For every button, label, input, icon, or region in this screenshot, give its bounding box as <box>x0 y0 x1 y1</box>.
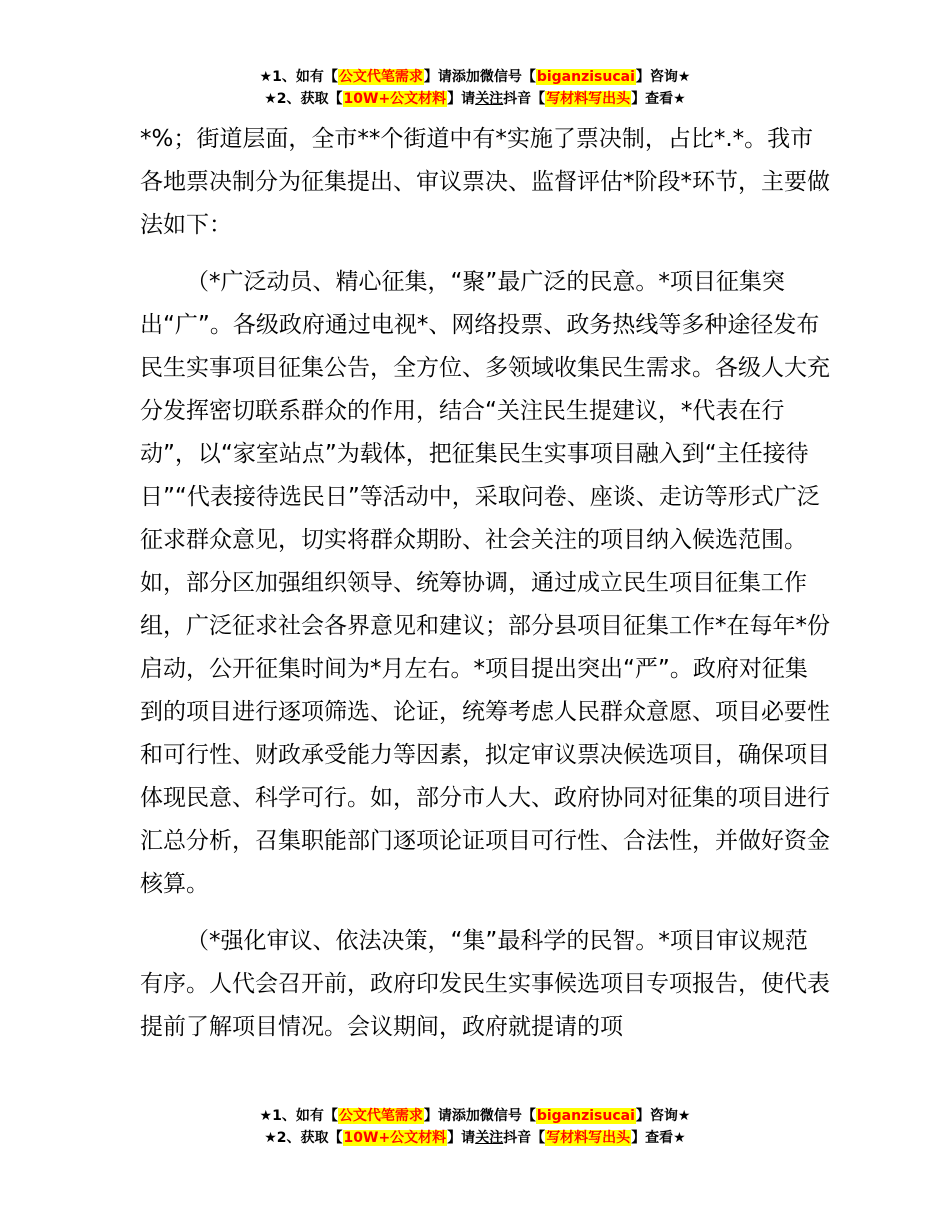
highlight-douyin-account: 写材料写出头 <box>546 91 631 107</box>
emphasis-follow: 关注 <box>475 1130 504 1146</box>
highlight-materials: 10W+公文材料 <box>343 91 447 107</box>
bottom-banner <box>0 1105 950 1149</box>
paragraph-1: *%；街道层面，全市**个街道中有*实施了票决制，占比*.*。我市各地票决制分为征集提出、审议票决、监督评估*阶段*环节，主要做法如下： <box>140 126 830 238</box>
top-banner <box>0 66 950 110</box>
emphasis-follow: 关注 <box>475 91 504 107</box>
banner-line-1: ★1、如有【公文代笔需求】请添加微信号【biganzisucai】咨询★ <box>259 69 691 85</box>
banner-line-2: ★2、获取【10W+公文材料】请关注抖音【写材料写出头】查看★ <box>264 1130 686 1146</box>
highlight-douyin-account: 写材料写出头 <box>546 1130 631 1146</box>
banner-line-2: ★2、获取【10W+公文材料】请关注抖音【写材料写出头】查看★ <box>264 91 686 107</box>
paragraph-3: （*强化审议、依法决策，“集”最科学的民智。*项目审议规范有序。人代会召开前，政府印发民生实事候选项目专项报告，使代表提前了解项目情况。会议期间，政府就提请的项 <box>140 928 830 1040</box>
highlight-writing-service: 公文代笔需求 <box>338 69 423 85</box>
highlight-wechat-id: biganzisucai <box>536 69 635 85</box>
emphasis-add: 添加 <box>451 69 480 85</box>
highlight-writing-service: 公文代笔需求 <box>338 1108 423 1124</box>
highlight-materials: 10W+公文材料 <box>343 1130 447 1146</box>
emphasis-add: 添加 <box>451 1108 480 1124</box>
highlight-wechat-id: biganzisucai <box>536 1108 635 1124</box>
banner-line-1: ★1、如有【公文代笔需求】请添加微信号【biganzisucai】咨询★ <box>259 1108 691 1124</box>
paragraph-2: （*广泛动员、精心征集，“聚”最广泛的民意。*项目征集突出“广”。各级政府通过电视*、网络投票、政务热线等多种途径发布民生实事项目征集公告，全方位、多领域收集民生需求。各级人大充分发挥密切联系群众的作用，结合“关注民生提建议，*代表在行动”，以“家室站点”为载体，把征集民生实事项目融入到“主任接待日”“代表接待选民日”等活动中，采取问卷、座谈、走访等形式广泛征求群众意见，切实将群众期盼、社会关注的项目纳入候选范围。如，部分区加强组织领导、统筹协调，通过成立民生项目征集工作组，广泛征求社会各界意见和建议；部分县项目征集工作*在每年*份启动，公开征集时间为*月左右。*项目提出突出“严”。政府对征集到的项目进行逐项筛选、论证，统筹考虑人民群众意愿、项目必要性和可行性、财政承受能力等因素，拟定审议票决候选项目，确保项目体现民意、科学可行。如，部分市人大、政府协同对征集的项目进行汇总分析，召集职能部门逐项论证项目可行性、合法性，并做好资金核算。 <box>140 269 830 897</box>
document-body <box>140 118 830 1049</box>
